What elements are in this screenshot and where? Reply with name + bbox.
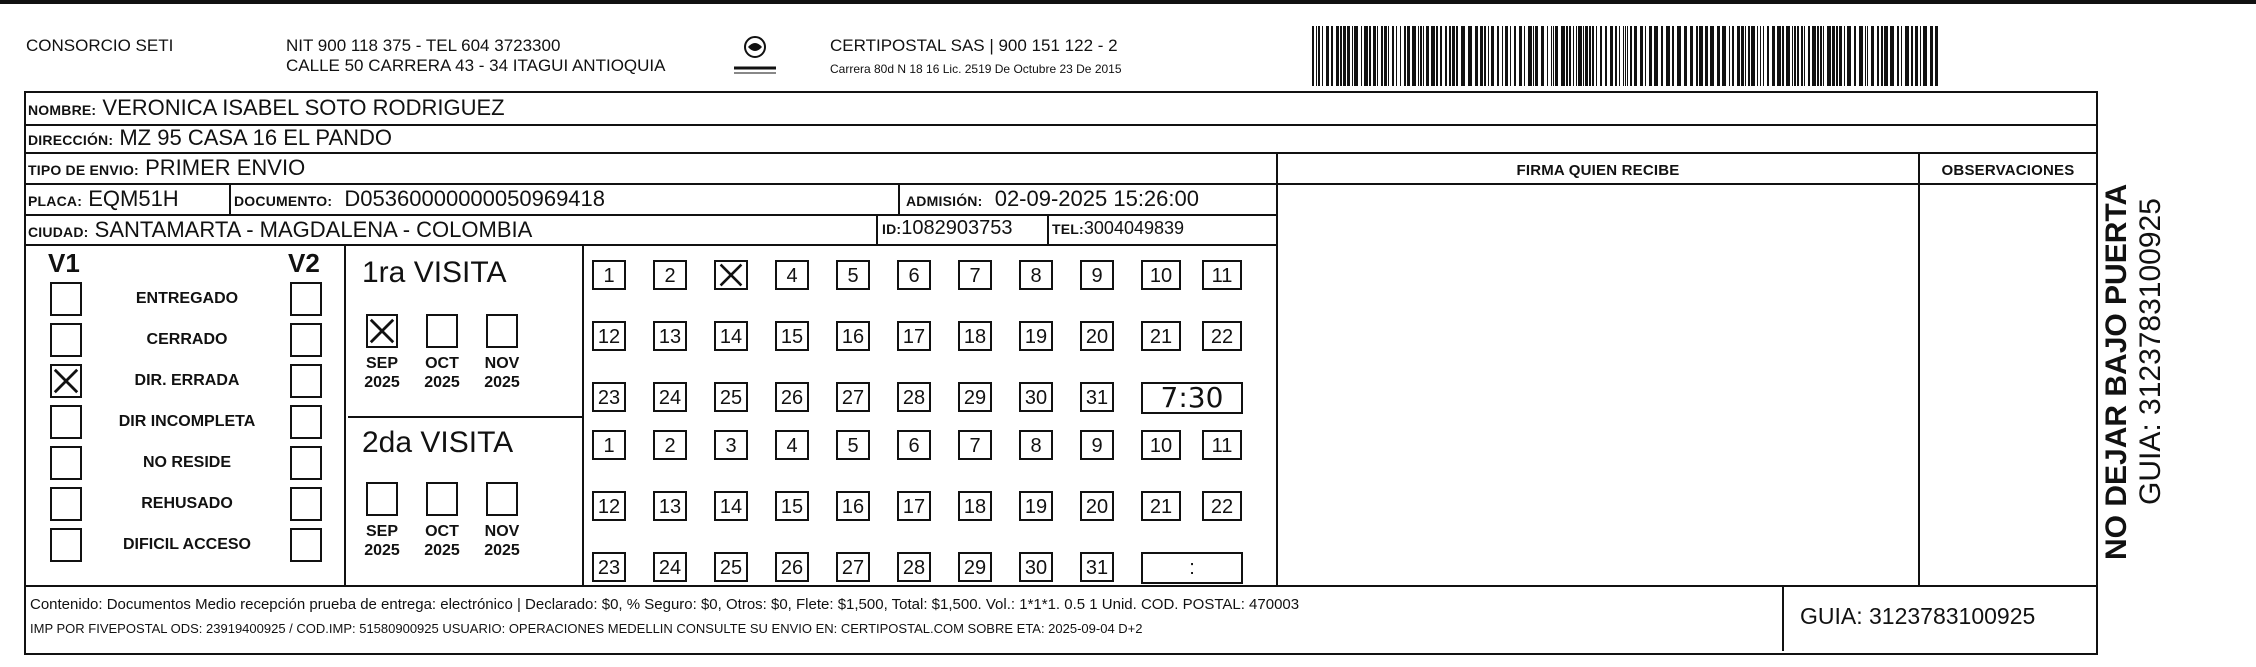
v1-checkbox[interactable]	[50, 446, 82, 480]
second-visit-day-box[interactable]: 7	[958, 430, 992, 460]
v1-checkbox[interactable]	[50, 323, 82, 357]
second-visit-day-box[interactable]: 22	[1202, 491, 1242, 521]
first-visit-day-box[interactable]: 31	[1080, 382, 1114, 412]
tipo-envio-row: TIPO DE ENVIO: PRIMER ENVIO	[28, 155, 306, 180]
admision-value: 02-09-2025 15:26:00	[994, 186, 1199, 211]
id-value: 1082903753	[901, 217, 1013, 239]
status-option-label: REHUSADO	[141, 495, 233, 512]
placa-cell: PLACA: EQM51H	[28, 186, 179, 211]
first-visit-day-box[interactable]: 11	[1202, 260, 1242, 290]
first-visit-day-box[interactable]: 21	[1141, 321, 1181, 351]
first-visit-day-box[interactable]: 9	[1080, 260, 1114, 290]
first-visit-day-box[interactable]: 27	[836, 382, 870, 412]
observaciones-area[interactable]	[1922, 186, 2096, 583]
id-cell: ID:1082903753	[882, 217, 1013, 239]
first-visit-month-checkbox[interactable]	[366, 314, 398, 348]
v1-header: V1	[48, 248, 80, 278]
first-visit-day-box[interactable]: 29	[958, 382, 992, 412]
first-visit-day-box[interactable]: 26	[775, 382, 809, 412]
v2-checkbox[interactable]	[290, 364, 322, 398]
first-visit-month-label: OCT 2025	[424, 355, 460, 391]
v2-checkbox[interactable]	[290, 323, 322, 357]
first-visit-day-box[interactable]: 10	[1141, 260, 1181, 290]
v2-checkbox[interactable]	[290, 405, 322, 439]
observaciones-header: OBSERVACIONES	[1941, 162, 2075, 179]
nit-line: NIT 900 118 375 - TEL 604 3723300	[286, 36, 561, 55]
status-option-label: DIR. ERRADA	[134, 372, 240, 389]
first-visit-day-box[interactable]: 12	[592, 321, 626, 351]
second-visit-day-box[interactable]: 26	[775, 552, 809, 582]
second-visit-day-box[interactable]: 5	[836, 430, 870, 460]
tel-value: 3004049839	[1083, 218, 1185, 238]
first-visit-day-box[interactable]: 6	[897, 260, 931, 290]
no-dejar-warning: NO DEJAR BAJO PUERTA	[2100, 183, 2133, 560]
first-visit-day-box[interactable]: 16	[836, 321, 870, 351]
direccion-row: DIRECCIÓN: MZ 95 CASA 16 EL PANDO	[28, 125, 393, 150]
second-visit-day-box[interactable]: 30	[1019, 552, 1053, 582]
barcode	[1312, 26, 1942, 86]
first-visit-day-box[interactable]: 14	[714, 321, 748, 351]
status-option-label: NO RESIDE	[142, 454, 231, 471]
second-visit-month-label: OCT 2025	[424, 523, 460, 559]
first-visit-day-box[interactable]: 20	[1080, 321, 1114, 351]
second-visit-day-box[interactable]: 29	[958, 552, 992, 582]
second-visit-month-label: SEP 2025	[364, 523, 400, 559]
documento-value: D05360000000050969418	[344, 186, 606, 211]
first-visit-title: 1ra VISITA	[362, 256, 507, 289]
second-visit-day-box[interactable]: 8	[1019, 430, 1053, 460]
status-option-label: DIFICIL ACCESO	[122, 536, 251, 553]
first-visit-day-box[interactable]: 25	[714, 382, 748, 412]
status-option-label: ENTREGADO	[135, 290, 239, 307]
second-visit-day-box[interactable]: 12	[592, 491, 626, 521]
second-visit-day-box[interactable]: 1	[592, 430, 626, 460]
second-visit-day-box[interactable]: 31	[1080, 552, 1114, 582]
second-visit-month-checkbox[interactable]	[366, 482, 398, 516]
second-visit-day-box[interactable]: 20	[1080, 491, 1114, 521]
status-option-label: CERRADO	[146, 331, 228, 348]
second-visit-day-box[interactable]: 21	[1141, 491, 1181, 521]
first-visit-month-label: NOV 2025	[484, 355, 520, 391]
first-visit-day-box[interactable]	[714, 260, 748, 290]
second-visit-day-box[interactable]: 24	[653, 552, 687, 582]
second-visit-day-box[interactable]: 17	[897, 491, 931, 521]
tipo-envio-value: PRIMER ENVIO	[145, 155, 306, 180]
first-visit-month-checkbox[interactable]	[426, 314, 458, 348]
first-visit-month-checkbox[interactable]	[486, 314, 518, 348]
nombre-row: NOMBRE: VERONICA ISABEL SOTO RODRIGUEZ	[28, 95, 505, 120]
second-visit-day-box[interactable]: 9	[1080, 430, 1114, 460]
placa-value: EQM51H	[88, 186, 179, 211]
second-visit-day-box[interactable]: 2	[653, 430, 687, 460]
first-visit-day-box[interactable]: 23	[592, 382, 626, 412]
first-visit-day-box[interactable]: 2	[653, 260, 687, 290]
second-visit-day-box[interactable]: 25	[714, 552, 748, 582]
ciudad-value: SANTAMARTA - MAGDALENA - COLOMBIA	[94, 217, 533, 242]
contenido-line: Contenido: Documentos Medio recepción prueba de entrega: electrónico | Declarado: $0, % Seguro: $0, Otros: $0, Flete: $1,500, Total: $1,500. Vol.: 1*1*1. 0.5 1 Unid. COD. POSTAL: 470003	[30, 596, 1300, 613]
ciudad-row: CIUDAD: SANTAMARTA - MAGDALENA - COLOMBIA	[28, 217, 533, 242]
second-visit-month-checkbox[interactable]	[486, 482, 518, 516]
v1-checkbox[interactable]	[50, 487, 82, 521]
first-visit-day-box[interactable]: 17	[897, 321, 931, 351]
first-visit-day-box[interactable]: 8	[1019, 260, 1053, 290]
second-visit-time-box[interactable]: :	[1141, 552, 1243, 584]
second-visit-day-box[interactable]: 11	[1202, 430, 1242, 460]
imp-line: IMP POR FIVEPOSTAL ODS: 23919400925 / COD.IMP: 51580900925 USUARIO: OPERACIONES MEDELLIN CONSULTE SU ENVIO EN: CERTIPOSTAL.COM SOBRE ETA: 2025-09-04 D+2	[30, 621, 1143, 636]
first-visit-day-box[interactable]: 22	[1202, 321, 1242, 351]
second-visit-day-box[interactable]: 4	[775, 430, 809, 460]
v2-header: V2	[288, 248, 320, 278]
second-visit-day-box[interactable]: 10	[1141, 430, 1181, 460]
first-visit-day-box[interactable]: 30	[1019, 382, 1053, 412]
first-visit-day-box[interactable]: 24	[653, 382, 687, 412]
v2-checkbox[interactable]	[290, 528, 322, 562]
status-option-label: DIR INCOMPLETA	[118, 413, 256, 430]
second-visit-month-checkbox[interactable]	[426, 482, 458, 516]
top-border	[0, 0, 2256, 4]
first-visit-day-box[interactable]: 4	[775, 260, 809, 290]
address-line: CALLE 50 CARRERA 43 - 34 ITAGUI ANTIOQUIA	[286, 56, 666, 75]
first-visit-day-box[interactable]: 15	[775, 321, 809, 351]
certipostal-logo	[726, 34, 784, 78]
first-visit-day-box[interactable]: 5	[836, 260, 870, 290]
second-visit-day-box[interactable]: 3	[714, 430, 748, 460]
v1-checkbox[interactable]	[50, 405, 82, 439]
first-visit-time-box[interactable]: 7:30	[1141, 382, 1243, 414]
certipostal-line: CERTIPOSTAL SAS | 900 151 122 - 2	[830, 36, 1118, 55]
v2-checkbox[interactable]	[290, 487, 322, 521]
side-guia: GUIA: 3123783100925	[2134, 198, 2167, 505]
direccion-value: MZ 95 CASA 16 EL PANDO	[119, 125, 393, 150]
company-name: CONSORCIO SETI	[26, 36, 174, 55]
second-visit-day-box[interactable]: 6	[897, 430, 931, 460]
second-visit-title: 2da VISITA	[362, 426, 514, 459]
second-visit-day-box[interactable]: 13	[653, 491, 687, 521]
v1-checkbox[interactable]	[50, 528, 82, 562]
second-visit-day-box[interactable]: 19	[1019, 491, 1053, 521]
first-visit-day-box[interactable]: 7	[958, 260, 992, 290]
second-visit-month-label: NOV 2025	[484, 523, 520, 559]
first-visit-day-box[interactable]: 1	[592, 260, 626, 290]
license-line: Carrera 80d N 18 16 Lic. 2519 De Octubre 23 De 2015	[830, 62, 1122, 76]
admision-cell: ADMISIÓN: 02-09-2025 15:26:00	[906, 186, 1199, 211]
v1-checkbox[interactable]	[50, 364, 82, 398]
second-visit-day-box[interactable]: 16	[836, 491, 870, 521]
second-visit-day-box[interactable]: 28	[897, 552, 931, 582]
firma-area[interactable]	[1280, 186, 1916, 583]
v1-checkbox[interactable]	[50, 282, 82, 316]
v2-checkbox[interactable]	[290, 282, 322, 316]
tel-cell: TEL:3004049839	[1052, 218, 1185, 238]
second-visit-day-box[interactable]: 23	[592, 552, 626, 582]
v2-checkbox[interactable]	[290, 446, 322, 480]
firma-header: FIRMA QUIEN RECIBE	[1516, 162, 1680, 179]
second-visit-day-box[interactable]: 18	[958, 491, 992, 521]
footer-guia: GUIA: 3123783100925	[1800, 603, 2036, 629]
first-visit-day-box[interactable]: 13	[653, 321, 687, 351]
documento-cell: DOCUMENTO: D05360000000050969418	[234, 186, 606, 211]
second-visit-day-box[interactable]: 15	[775, 491, 809, 521]
second-visit-day-box[interactable]: 27	[836, 552, 870, 582]
first-visit-month-label: SEP 2025	[364, 355, 400, 391]
nombre-value: VERONICA ISABEL SOTO RODRIGUEZ	[102, 95, 505, 120]
first-visit-day-box[interactable]: 19	[1019, 321, 1053, 351]
first-visit-day-box[interactable]: 28	[897, 382, 931, 412]
first-visit-day-box[interactable]: 18	[958, 321, 992, 351]
second-visit-day-box[interactable]: 14	[714, 491, 748, 521]
